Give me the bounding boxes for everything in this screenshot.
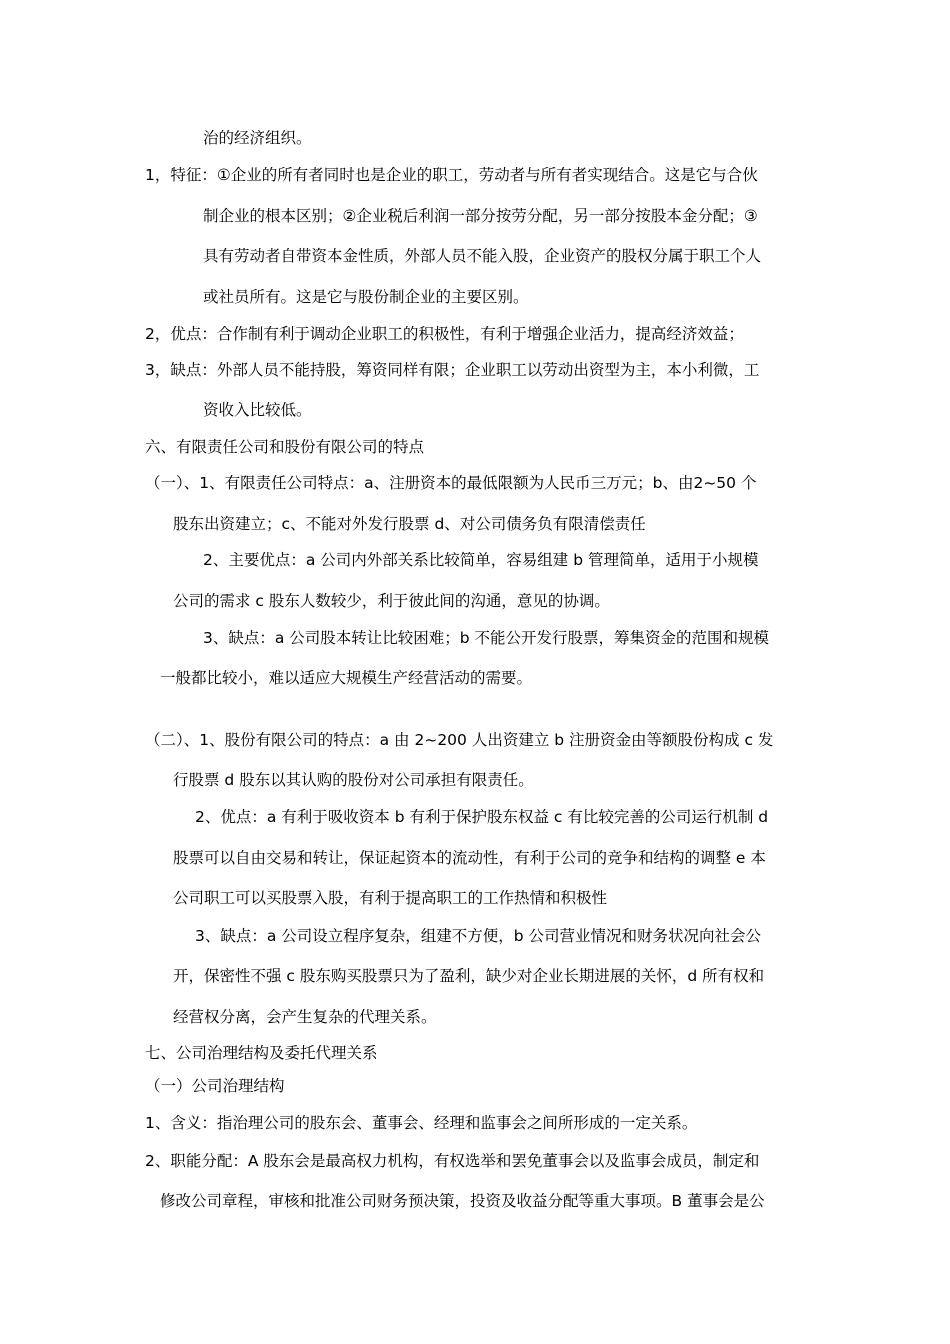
text-line-2: 1，特征：①企业的所有者同时也是企业的职工，劳动者与所有者实现结合。这是它与合伙 bbox=[145, 166, 758, 184]
text-line-18: 2、优点：a 有利于吸收资本 b 有利于保护股东权益 c 有比较完善的公司运行机制 d bbox=[195, 808, 769, 826]
text-line-3: 制企业的根本区别；②企业税后利润一部分按劳分配，另一部分按股本金分配；③ bbox=[203, 207, 758, 225]
text-line-1: 治的经济组织。 bbox=[203, 129, 312, 147]
text-line-14: 3、缺点：a 公司股本转让比较困难；b 不能公开发行股票，筹集资金的范围和规模 bbox=[203, 629, 770, 647]
text-line-12: 2、主要优点：a 公司内外部关系比较简单，容易组建 b 管理简单，适用于小规模 bbox=[203, 551, 759, 569]
text-line-20: 公司职工可以买股票入股，有利于提高职工的工作热情和积极性 bbox=[173, 889, 608, 907]
section-heading-7: 七、公司治理结构及委托代理关系 bbox=[145, 1044, 378, 1062]
text-line-27: 2、职能分配：A 股东会是最高权力机构，有权选举和罢免董事会以及监事会成员，制定和 bbox=[145, 1152, 760, 1170]
text-line-16: （二）、1、股份有限公司的特点：a 由 2~200 人出资建立 b 注册资金由等额股份构成 c 发 bbox=[145, 731, 774, 749]
text-line-26: 1、含义：指治理公司的股东会、董事会、经理和监事会之间所形成的一定关系。 bbox=[145, 1114, 698, 1132]
text-line-17: 行股票 d 股东以其认购的股份对公司承担有限责任。 bbox=[173, 771, 534, 789]
text-line-22: 开，保密性不强 c 股东购买股票只为了盈利，缺少对企业长期进展的关怀，d 所有权和 bbox=[173, 967, 765, 985]
text-line-6: 2，优点：合作制有利于调动企业职工的积极性，有利于增强企业活力，提高经济效益； bbox=[145, 325, 744, 343]
text-line-11: 股东出资建立；c、不能对外发行股票 d、对公司债务负有限清偿责任 bbox=[173, 515, 646, 533]
subsection-heading: （一）公司治理结构 bbox=[145, 1077, 285, 1095]
text-line-5: 或社员所有。这是它与股份制企业的主要区别。 bbox=[203, 288, 529, 306]
text-line-15: 一般都比较小，难以适应大规模生产经营活动的需要。 bbox=[160, 669, 533, 687]
text-line-21: 3、缺点：a 公司设立程序复杂，组建不方便，b 公司营业情况和财务状况向社会公 bbox=[195, 927, 762, 945]
text-line-7: 3，缺点：外部人员不能持股，筹资同样有限；企业职工以劳动出资型为主，本小利微，工 bbox=[145, 361, 760, 379]
text-line-8: 资收入比较低。 bbox=[203, 401, 312, 419]
text-line-28: 修改公司章程，审核和批准公司财务预决策，投资及收益分配等重大事项。B 董事会是公 bbox=[160, 1192, 765, 1210]
text-line-10: （一）、1、有限责任公司特点：a、注册资本的最低限额为人民币三万元；b、由2~50 个 bbox=[145, 474, 757, 492]
text-line-19: 股票可以自由交易和转让，保证起资本的流动性，有利于公司的竞争和结构的调整 e 本 bbox=[173, 849, 766, 867]
section-heading-6: 六、有限责任公司和股份有限公司的特点 bbox=[145, 438, 425, 456]
text-line-23: 经营权分离，会产生复杂的代理关系。 bbox=[173, 1008, 437, 1026]
text-line-4: 具有劳动者自带资本金性质，外部人员不能入股，企业资产的股权分属于职工个人 bbox=[203, 247, 762, 265]
text-line-13: 公司的需求 c 股东人数较少，利于彼此间的沟通，意见的协调。 bbox=[173, 592, 610, 610]
